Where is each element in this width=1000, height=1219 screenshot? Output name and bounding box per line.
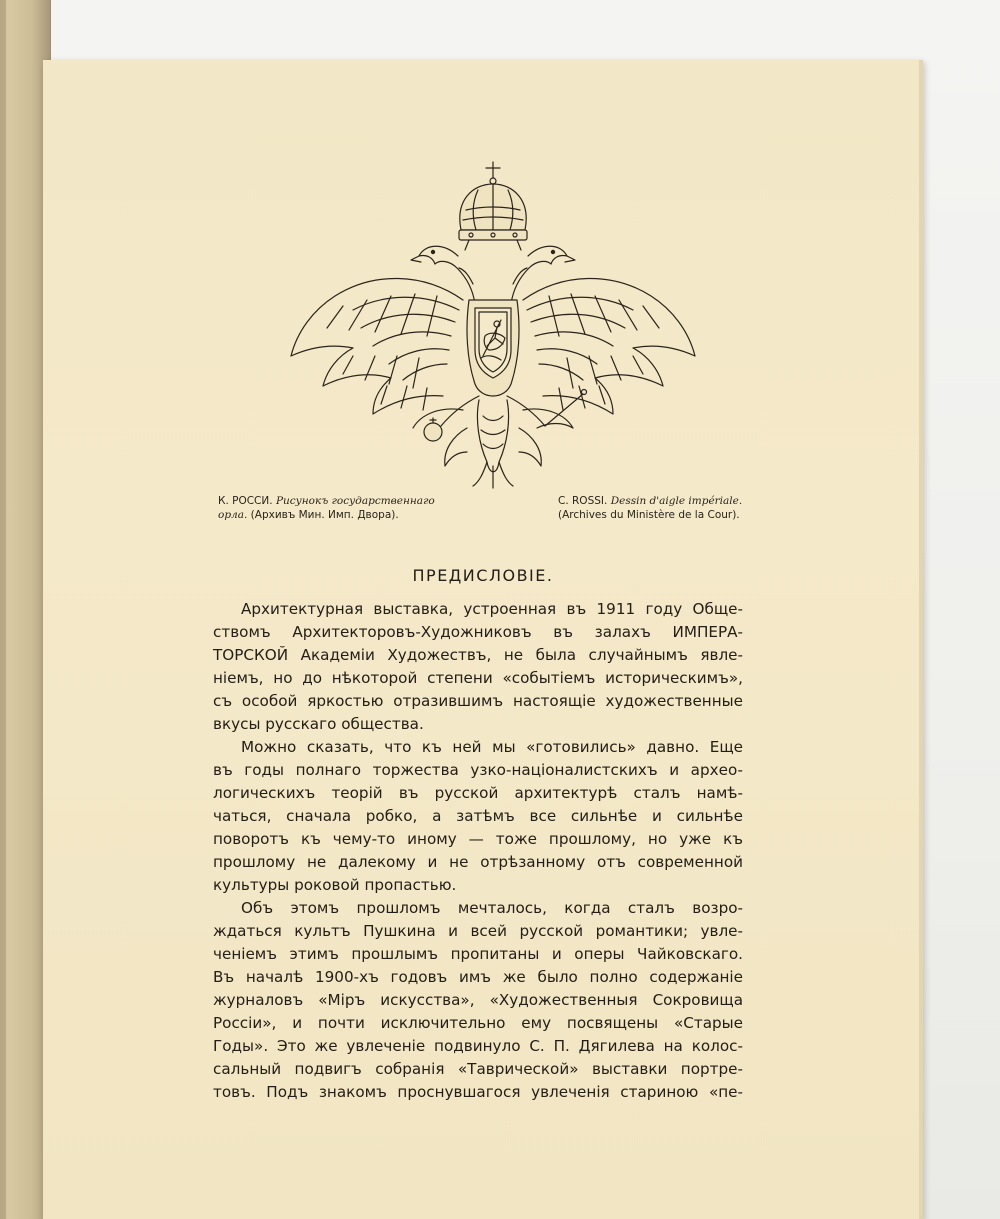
caption-french-source: (Archives du Ministère de la Cour).	[558, 509, 740, 521]
text-line: въ годы полнаго торжества узко-націоналистскихъ и археo-	[213, 761, 743, 779]
caption-french-author: C. ROSSI.	[558, 495, 608, 507]
caption-russian	[218, 494, 435, 522]
caption-french-title: Dessin d'aigle impériale.	[610, 495, 743, 507]
caption-russian-line1	[218, 494, 435, 508]
eagle-heads	[411, 246, 575, 304]
caption-french-line1	[558, 494, 742, 508]
right-wing	[523, 278, 695, 414]
text-line: логическихъ теорій въ русской архитектурѣ сталъ намѣ-	[213, 784, 743, 802]
text-line: Россіи», и почти исключительно ему посвящены «Старые	[213, 1014, 743, 1032]
text-line: ждаться культъ Пушкина и всей русской романтики; увле-	[213, 922, 743, 940]
text-line: сальный подвигъ собранія «Таврической» выставки портре-	[213, 1060, 743, 1078]
text-line: чаться, сначала робко, а затѣмъ все сильнѣе и сильнѣе	[213, 807, 743, 825]
imperial-eagle-engraving	[283, 160, 703, 490]
text-line: товъ. Подъ знакомъ проснувшагося увлеченія стариною «пе-	[213, 1083, 743, 1101]
text-line: прошлому не далекому и не отрѣзанному отъ современной	[213, 853, 743, 871]
text-line: Можно сказать, что къ ней мы «готовились» давно. Еще	[241, 738, 743, 756]
book-page	[43, 60, 923, 1219]
text-line: Годы». Это же увлеченіе подвинуло С. П. Дягилева на колос-	[213, 1037, 743, 1055]
left-wing	[291, 278, 463, 414]
caption-russian-line2	[218, 508, 435, 522]
text-line: ствомъ Архитекторовъ-Художниковъ въ залахъ ИМПЕРА-	[213, 623, 743, 641]
text-line: Архитектурная выставка, устроенная въ 1911 году Обще-	[241, 600, 743, 618]
caption-french	[558, 494, 742, 522]
text-line: Въ началѣ 1900-хъ годовъ имъ же было полно содержаніе	[213, 968, 743, 986]
text-line: ТОРСКОЙ Академіи Художествъ, не была случайнымъ явле-	[213, 646, 743, 664]
preface-heading: ПРЕДИСЛОВІЕ.	[412, 566, 554, 585]
text-line: журналовъ «Міръ искусства», «Художественныя Сокровища	[213, 991, 743, 1009]
text-line: вкусы русскаго общества.	[213, 715, 424, 733]
eagle-body	[467, 300, 519, 396]
text-line: ченіемъ этимъ прошлымъ пропитаны и оперы Чайковскаго.	[213, 945, 743, 963]
caption-russian-author: К. РОССИ.	[218, 495, 273, 507]
text-line: культуры роковой пропастью.	[213, 876, 457, 894]
caption-russian-title-end: орла.	[218, 509, 248, 521]
text-line: Объ этомъ прошломъ мечталось, когда сталъ возро-	[241, 899, 743, 917]
crown-icon	[459, 162, 527, 250]
text-line: поворотъ къ чему-то иному — тоже прошлому, но уже къ	[213, 830, 743, 848]
preface-body	[213, 598, 743, 1104]
caption-russian-title: Рисунокъ государственнаго	[275, 495, 435, 507]
text-line: ніемъ, но до нѣкоторой степени «событіемъ историческимъ»,	[213, 669, 743, 687]
text-line: съ особой яркостью отразившимъ настоящіе художественные	[213, 692, 743, 710]
caption-russian-source: (Архивъ Мин. Имп. Двора).	[250, 509, 399, 521]
eagle-lower	[413, 390, 587, 489]
page-edge-shadow	[919, 60, 923, 1219]
